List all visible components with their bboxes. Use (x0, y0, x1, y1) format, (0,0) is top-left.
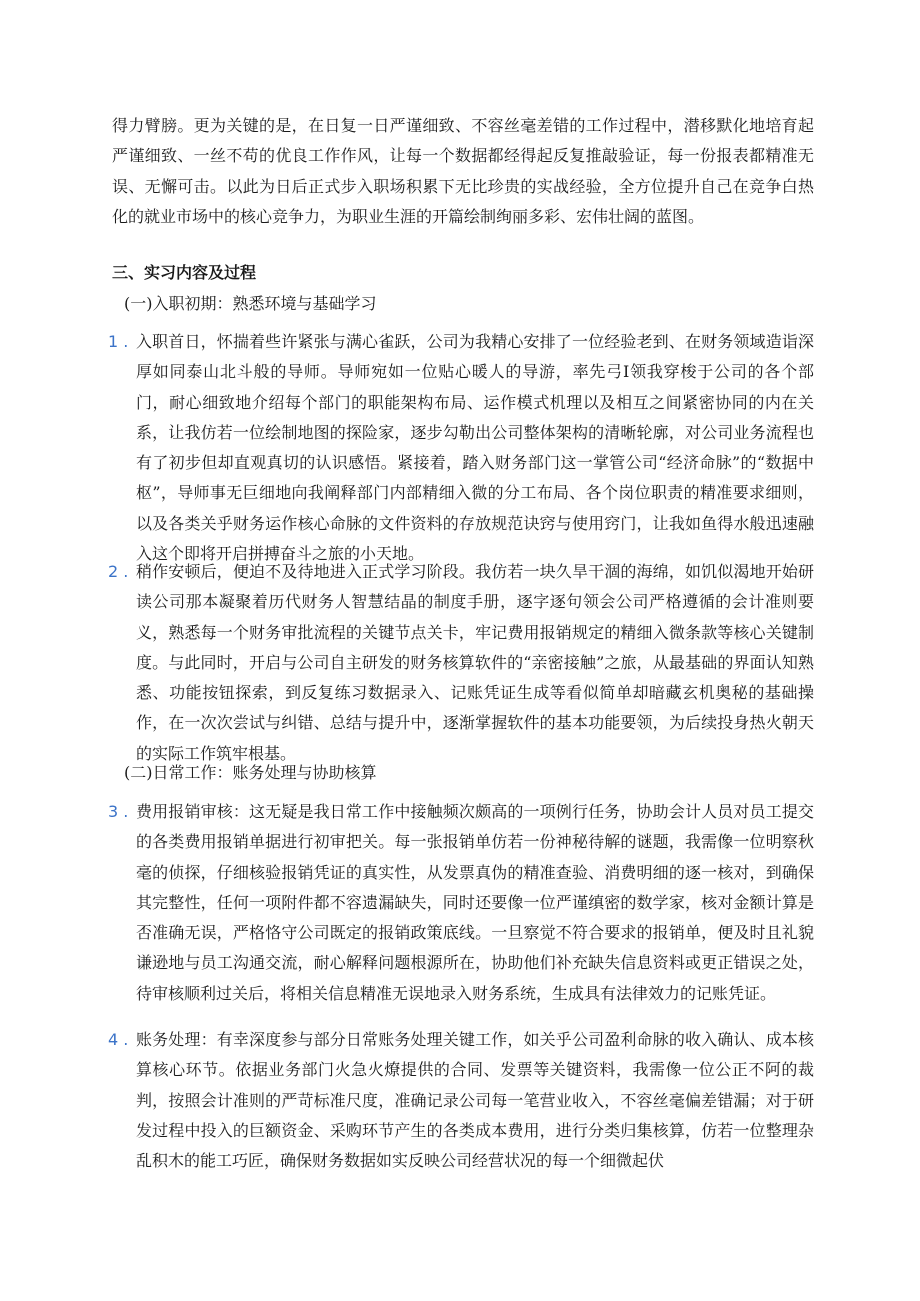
list-item-4 (108, 1025, 816, 1176)
list-item-2 (108, 557, 816, 769)
subheading-1: (一)入职初期：熟悉环境与基础学习 (124, 294, 377, 313)
list-item-text: 稍作安顿后，便迫不及待地进入正式学习阶段。我仿若一块久旱干涸的海绵，如饥似渴地开始研读公司那本凝聚着历代财务人智慧结晶的制度手册，逐字逐句领会公司严格遵循的会计准则要义，熟悉每一个财务审批流程的关键节点关卡，牢记费用报销规定的精细入微条款等核心关键制度。与此同时，开启与公司自主研发的财务核算软件的“亲密接触”之旅，从最基础的界面认知熟悉、功能按钮探索，到反复练习数据录入、记账凭证生成等看似简单却暗藏玄机奥秘的基础操作，在一次次尝试与纠错、总结与提升中，逐渐掌握软件的基本功能要领，为后续投身热火朝天的实际工作筑牢根基。 (136, 562, 814, 763)
list-item-3 (108, 797, 816, 1009)
list-number: 2 . (108, 562, 129, 581)
list-item-text: 账务处理：有幸深度参与部分日常账务处理关键工作，如关乎公司盈利命脉的收入确认、成本核算核心环节。依据业务部门火急火燎提供的合同、发票等关键资料，我需像一位公正不阿的裁判，按照会计准则的严苛标准尺度，准确记录公司每一笔营业收入，不容丝毫偏差错漏；对于研发过程中投入的巨额资金、采购环节产生的各类成本费用，进行分类归集核算，仿若一位整理杂乱积木的能工巧匠，确保财务数据如实反映公司经营状况的每一个细微起伏 (136, 1030, 814, 1171)
list-item-1 (108, 327, 816, 569)
section-heading: 三、实习内容及过程 (112, 263, 257, 282)
subheading-2: (二)日常工作：账务处理与协助核算 (124, 763, 377, 782)
list-item-text: 入职首日，怀揣着些许紧张与满心雀跃，公司为我精心安排了一位经验老到、在财务领域造诣深厚如同泰山北斗般的导师。导师宛如一位贴心暖人的导游，率先弓I领我穿梭于公司的各个部门，耐心细致地介绍每个部门的职能架构布局、运作模式机理以及相互之间紧密协同的内在关系，让我仿若一位绘制地图的探险家，逐步勾勒出公司整体架构的清晰轮廓，对公司业务流程也有了初步但却直观真切的认识感悟。紧接着，踏入财务部门这一掌管公司“经济命脉”的“数据中枢”，导师事无巨细地向我阐释部门内部精细入微的分工布局、各个岗位职责的精准要求细则，以及各类关乎财务运作核心命脉的文件资料的存放规范诀窍与使用窍门，让我如鱼得水般迅速融入这个即将开启拼搏奋斗之旅的小天地。 (136, 332, 814, 564)
intro-paragraph: 得力臂膀。更为关键的是，在日复一日严谨细致、不容丝毫差错的工作过程中，潜移默化地培育起严谨细致、一丝不苟的优良工作作风，让每一个数据都经得起反复推敲验证，每一份报表都精准无误、无懈可击。以此为日后正式步入职场积累下无比珍贵的实战经验，全方位提升自己在竞争白热化的就业市场中的核心竞争力，为职业生涯的开篇绘制绚丽多彩、宏伟壮阔的蓝图。 (112, 116, 814, 226)
list-number: 3 . (108, 802, 129, 821)
list-item-text: 费用报销审核：这无疑是我日常工作中接触频次颇高的一项例行任务，协助会计人员对员工提交的各类费用报销单据进行初审把关。每一张报销单仿若一份神秘待解的谜题，我需像一位明察秋毫的侦探，仔细核验报销凭证的真实性，从发票真伪的精准查验、消费明细的逐一核对，到确保其完整性，任何一项附件都不容遗漏缺失，同时还要像一位严谨缜密的数学家，核对金额计算是否准确无误，严格恪守公司既定的报销政策底线。一旦察觉不符合要求的报销单，便及时且礼貌谦逊地与员工沟通交流，耐心解释问题根源所在，协助他们补充缺失信息资料或更正错误之处，待审核顺利过关后，将相关信息精准无误地录入财务系统，生成具有法律效力的记账凭证。 (136, 802, 814, 1003)
list-number: 4 . (108, 1030, 129, 1049)
list-number: 1 . (108, 332, 129, 351)
